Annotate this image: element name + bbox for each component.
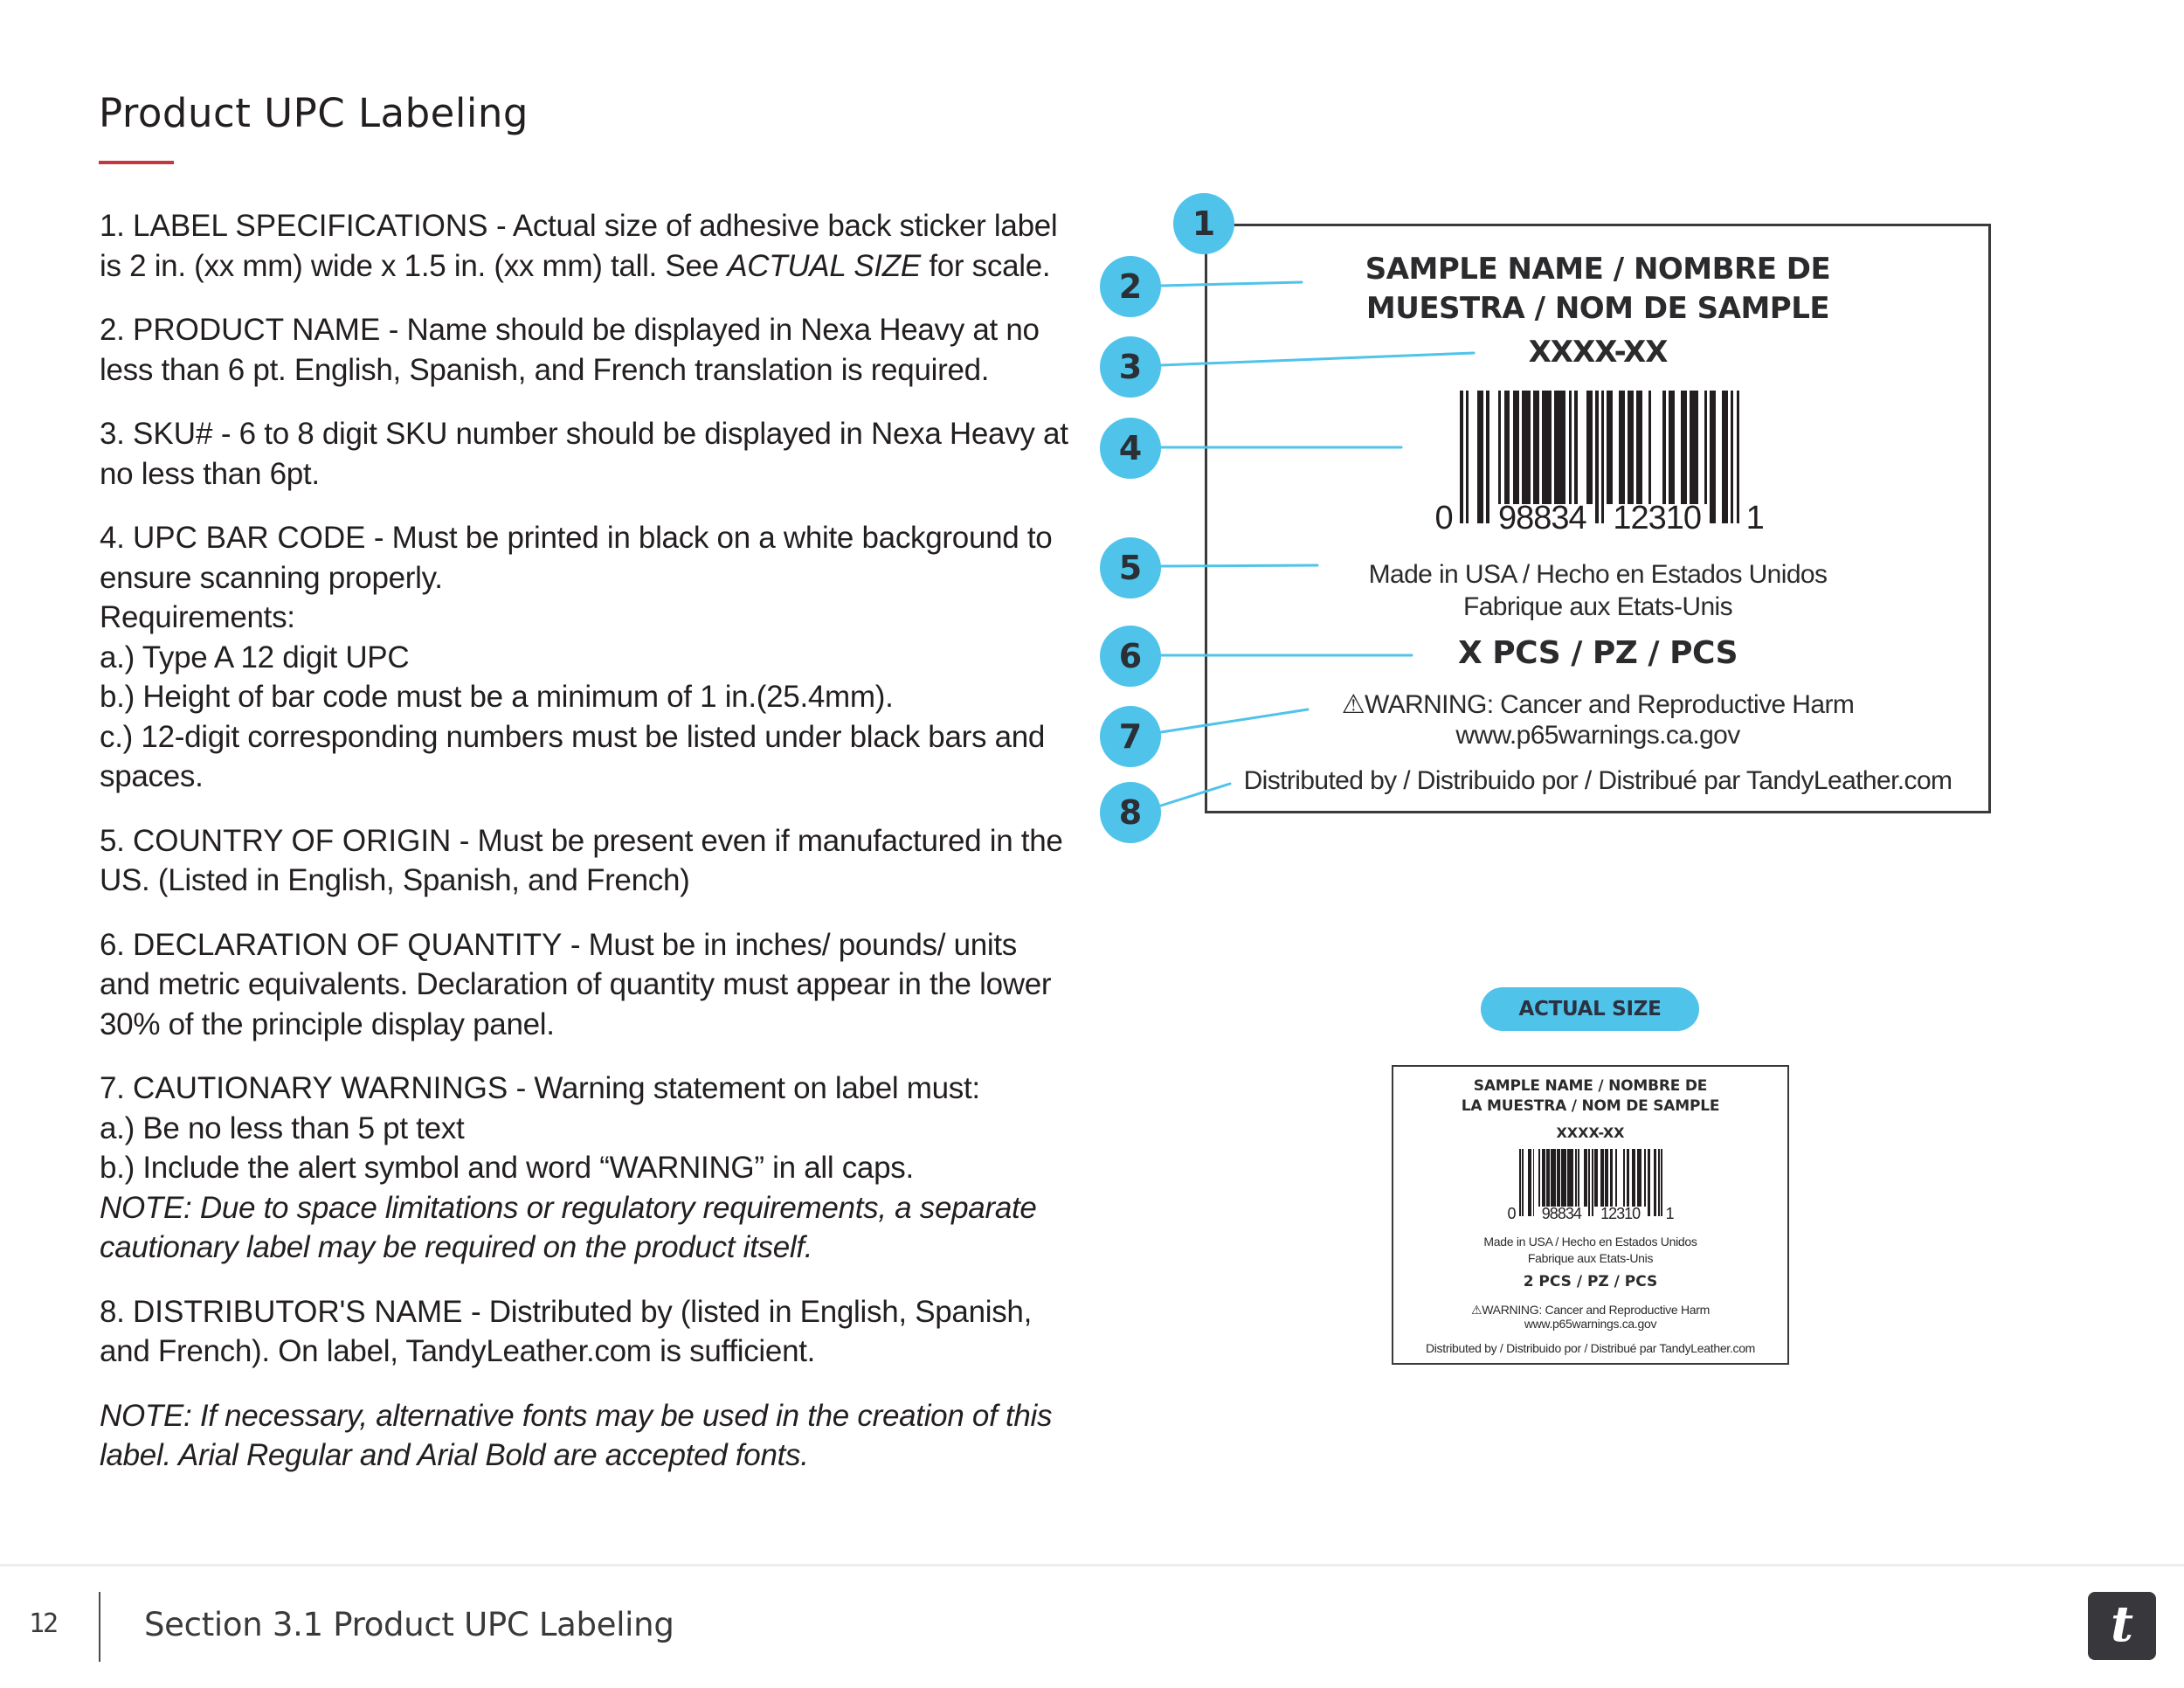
spec-item-country-of-origin — [100, 821, 1069, 901]
spec-number: 1. — [100, 209, 125, 243]
spec-number: 2. — [100, 313, 125, 347]
sample-label — [1205, 224, 1991, 813]
barcode-bar — [1615, 1149, 1617, 1207]
callout-7: 7 — [1100, 706, 1161, 767]
warning-triangle-icon: ⚠ — [1471, 1303, 1482, 1317]
label-warning-line1: ⚠WARNING: Cancer and Reproductive Harm — [1341, 690, 1855, 719]
barcode-bar — [1575, 1149, 1577, 1207]
spec-text: - 6 to 8 digit SKU number should be displayed in Nexa Heavy at no less than 6pt. — [100, 417, 1068, 491]
barcode-bar — [1548, 391, 1552, 504]
barcode-bar — [1639, 391, 1642, 504]
page-title: Product UPC Labeling — [99, 90, 529, 136]
callout-8: 8 — [1100, 782, 1161, 843]
barcode-bar — [1607, 1149, 1608, 1207]
barcode-bar — [1630, 391, 1634, 504]
small-label-sku: XXXX-XX — [1556, 1124, 1625, 1141]
barcode-bar — [1548, 1149, 1550, 1207]
upc-barcode — [1434, 391, 1765, 539]
small-label-warning-line1: ⚠WARNING: Cancer and Reproductive Harm — [1471, 1303, 1710, 1317]
small-label-origin-line1: Made in USA / Hecho en Estados Unidos — [1483, 1235, 1697, 1249]
barcode-bar — [1565, 1149, 1566, 1207]
barcode-bar — [1486, 391, 1489, 523]
barcode-bar — [1578, 1149, 1579, 1207]
footer-rule — [0, 1564, 2184, 1567]
barcode-bar — [1559, 1149, 1560, 1207]
fonts-note: NOTE: If necessary, alternative fonts may be used in the creation of this label. Arial Regular and Arial Bold are accepted fonts. — [100, 1398, 1053, 1472]
barcode-bar — [1586, 1149, 1587, 1207]
spec-heading: DISTRIBUTOR'S NAME — [133, 1294, 463, 1329]
upc-number-system-digit: 0 — [1507, 1204, 1517, 1222]
spec-heading: UPC BAR CODE — [133, 521, 366, 555]
spec-sub-line: a.) Be no less than 5 pt text — [100, 1110, 465, 1145]
label-distributor: Distributed by / Distribuido por / Distribué par TandyLeather.com — [1243, 766, 1952, 795]
barcode-bar — [1533, 1149, 1535, 1216]
callout-5: 5 — [1100, 537, 1161, 598]
label-origin-line2: Fabrique aux Etats-Unis — [1462, 592, 1732, 621]
spec-number: 7. — [100, 1071, 125, 1105]
barcode-bar — [1634, 1149, 1635, 1207]
spec-item-cautionary-warnings — [100, 1069, 1069, 1268]
small-upc-barcode — [1507, 1149, 1675, 1224]
spec-number: 8. — [100, 1294, 125, 1329]
spec-heading: COUNTRY OF ORIGIN — [133, 823, 452, 858]
barcode-bar — [1655, 1149, 1656, 1216]
page-number: 12 — [29, 1608, 58, 1639]
warning-triangle-icon: ⚠ — [1341, 690, 1365, 719]
spec-text: - Actual size of adhesive back sticker label is 2 in. (xx mm) wide x 1.5 in. (xx mm) tall. See — [100, 209, 1058, 283]
barcode-bar — [1623, 1149, 1625, 1207]
spec-note: NOTE: Due to space limitations or regulatory requirements, a separate cautionary label may be required on the product itself. — [100, 1190, 1037, 1264]
barcode-bar — [1595, 391, 1599, 523]
spec-sub-line: a.) Type A 12 digit UPC — [100, 640, 410, 675]
spec-text: for scale. — [920, 248, 1051, 283]
barcode-bar — [1731, 391, 1734, 523]
spec-item-distributors-name — [100, 1292, 1069, 1372]
barcode-bar — [1592, 1149, 1593, 1216]
label-product-name-line2: MUESTRA / NOM DE SAMPLE — [1365, 291, 1830, 326]
spec-number: 6. — [100, 927, 125, 962]
upc-right-digits: 12310 — [1613, 499, 1701, 536]
barcode-bar — [1601, 391, 1605, 523]
barcode-bar — [1628, 1149, 1629, 1207]
small-label-name-line1: SAMPLE NAME / NOMBRE DE — [1473, 1077, 1708, 1095]
label-quantity: X PCS / PZ / PCS — [1457, 635, 1738, 671]
footer-divider — [99, 1592, 100, 1662]
barcode-bar — [1724, 391, 1728, 523]
small-label-quantity: 2 PCS / PZ / PCS — [1523, 1273, 1658, 1290]
callout-6: 6 — [1100, 626, 1161, 687]
barcode-bar — [1658, 1149, 1660, 1216]
spec-heading: PRODUCT NAME — [133, 313, 381, 347]
spec-text: - Must be in inches/ pounds/ units and metric equivalents. Declaration of quantity must appear in the lower 30% of the principle display panel. — [100, 927, 1052, 1041]
spec-sub-line: Requirements: — [100, 600, 295, 634]
spec-text: - Must be printed in black on a white background to ensure scanning properly. — [100, 521, 1053, 595]
spec-item-label-specifications — [100, 206, 1069, 286]
upc-check-digit: 1 — [1665, 1204, 1675, 1222]
barcode-bar — [1737, 391, 1740, 523]
barcode-bar — [1588, 1149, 1590, 1216]
barcode-bar — [1460, 391, 1463, 523]
callout-2: 2 — [1100, 256, 1161, 317]
upc-number-system-digit: 0 — [1434, 499, 1454, 536]
label-warning-url: www.p65warnings.ca.gov — [1455, 721, 1740, 750]
spec-text: - Warning statement on label must: — [515, 1071, 980, 1105]
barcode-bar — [1695, 391, 1698, 504]
spec-heading: CAUTIONARY WARNINGS — [133, 1071, 508, 1105]
barcode-bar — [1538, 1149, 1540, 1207]
barcode-bar — [1648, 1149, 1650, 1216]
barcode-bar — [1574, 391, 1578, 504]
small-label-warning-url: www.p65warnings.ca.gov — [1524, 1317, 1657, 1331]
barcode-bar — [1507, 391, 1510, 504]
actual-size-label — [1392, 1065, 1789, 1365]
barcode-bar — [1530, 1149, 1531, 1216]
spec-number: 3. — [100, 417, 125, 451]
spec-sub-line: b.) Include the alert symbol and word “WARNING” in all caps. — [100, 1151, 914, 1185]
title-accent-rule — [99, 161, 174, 164]
upc-left-digits: 98834 — [1497, 499, 1586, 536]
barcode-bar — [1596, 1149, 1598, 1207]
barcode-bar — [1672, 391, 1676, 504]
spec-number: 5. — [100, 823, 125, 858]
spec-list — [100, 206, 1069, 1500]
barcode-bar — [1544, 1149, 1545, 1207]
barcode-bar — [1498, 391, 1502, 504]
barcode-bar — [1648, 391, 1652, 504]
callout-4: 4 — [1100, 418, 1161, 479]
barcode-bar — [1683, 391, 1687, 504]
small-label-name-line2: LA MUESTRA / NOM DE SAMPLE — [1461, 1097, 1720, 1115]
upc-right-digits: 12310 — [1600, 1204, 1641, 1222]
spec-item-product-name — [100, 310, 1069, 390]
barcode-bar — [1481, 391, 1484, 523]
barcode-bar — [1704, 391, 1708, 504]
barcode-bar — [1640, 1149, 1641, 1207]
barcode-bar — [1466, 391, 1469, 523]
spec-heading: LABEL SPECIFICATIONS — [133, 209, 488, 243]
spec-text: - Must be present even if manufactured in the US. (Listed in English, Spanish, and French) — [100, 823, 1063, 897]
barcode-bar — [1527, 391, 1531, 504]
barcode-bar — [1713, 391, 1717, 523]
barcode-bar — [1644, 1149, 1646, 1207]
callout-3: 3 — [1100, 336, 1161, 398]
upc-check-digit: 1 — [1745, 499, 1765, 536]
spec-heading: DECLARATION OF QUANTITY — [133, 927, 563, 962]
actual-size-badge: ACTUAL SIZE — [1481, 987, 1699, 1031]
barcode-bar — [1662, 391, 1666, 504]
tandy-logo-icon: t — [2088, 1592, 2156, 1660]
barcode-bar — [1589, 391, 1593, 504]
barcode-bar — [1516, 391, 1519, 504]
label-origin-line1: Made in USA / Hecho en Estados Unidos — [1368, 560, 1828, 589]
spec-sub-line: b.) Height of bar code must be a minimum of 1 in.(25.4mm). — [100, 680, 894, 714]
barcode-bar — [1611, 1149, 1613, 1207]
footer-section-title: Section 3.1 Product UPC Labeling — [144, 1606, 674, 1643]
barcode-bar — [1537, 391, 1540, 504]
callout-1: 1 — [1173, 193, 1234, 254]
barcode-bar — [1554, 1149, 1556, 1207]
barcode-bar — [1610, 391, 1614, 504]
spec-item-sku — [100, 414, 1069, 494]
spec-text: - Name should be displayed in Nexa Heavy at no less than 6 pt. English, Spanish, and French translation is required. — [100, 313, 1040, 387]
barcode-bar — [1602, 1149, 1604, 1207]
barcode-bar — [1519, 1149, 1521, 1216]
barcode-bar — [1661, 1149, 1662, 1216]
spec-item-declaration-of-quantity — [100, 925, 1069, 1045]
spec-item-upc-bar-code — [100, 518, 1069, 797]
small-label-origin-line2: Fabrique aux Etats-Unis — [1527, 1251, 1654, 1265]
barcode-bar — [1563, 391, 1566, 504]
barcode-bar — [1621, 391, 1625, 504]
barcode-bar — [1569, 391, 1572, 504]
barcode-bar — [1522, 1149, 1524, 1216]
label-product-name-line1: SAMPLE NAME / NOMBRE DE — [1365, 252, 1831, 287]
small-label-distributor: Distributed by / Distribuido por / Distribué par TandyLeather.com — [1425, 1341, 1756, 1355]
spec-text-italic: ACTUAL SIZE — [727, 248, 921, 283]
spec-number: 4. — [100, 521, 125, 555]
spec-sub-line: c.) 12-digit corresponding numbers must be listed under black bars and spaces. — [100, 719, 1046, 793]
upc-left-digits: 98834 — [1541, 1204, 1581, 1222]
spec-text: - Distributed by (listed in English, Spanish, and French). On label, TandyLeather.com is sufficient. — [100, 1294, 1033, 1368]
spec-heading: SKU# — [133, 417, 213, 451]
barcode-bar — [1572, 1149, 1573, 1207]
label-sku: XXXX-XX — [1528, 335, 1668, 370]
